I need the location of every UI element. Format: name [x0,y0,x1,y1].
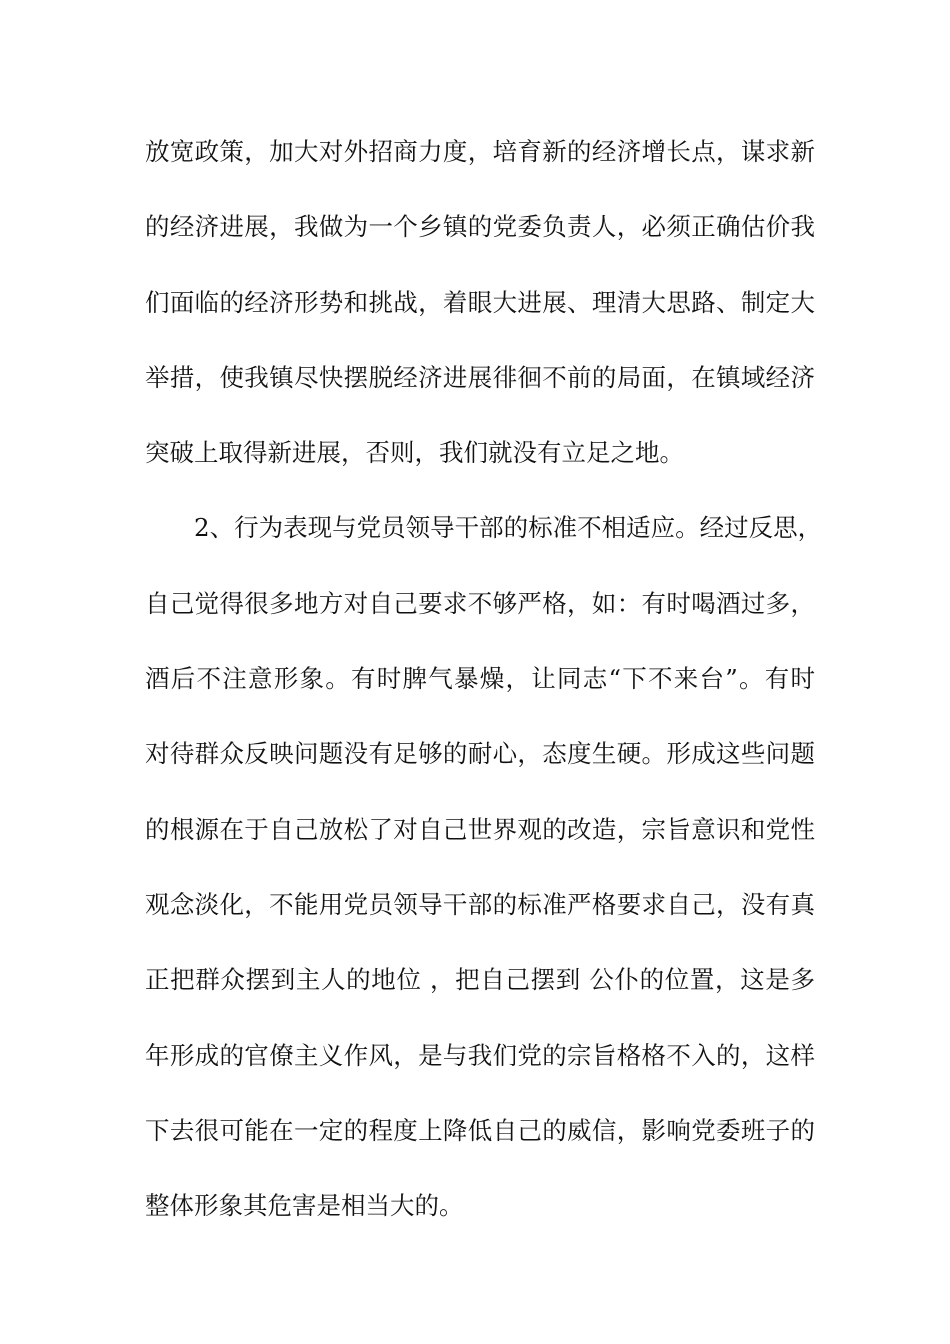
text-line: 正把群众摆到主人的地位 ，把自己摆到 公仆的位置，这是多 [145,965,815,995]
text-line: 下去很可能在一定的程度上降低自己的威信，影响党委班子的 [145,1115,815,1145]
text-line: 对待群众反映问题没有足够的耐心，态度生硬。形成这些问题 [145,739,815,769]
body-text [145,128,823,1257]
text-line: 观念淡化，不能用党员领导干部的标准严格要求自己，没有真 [145,889,815,919]
text-line: 整体形象其危害是相当大的。 [145,1191,464,1221]
text-line: 酒后不注意形象。有时脾气暴燥，让同志“下不来台”。有时 [145,664,815,694]
text-line: 举措，使我镇尽快摆脱经济进展徘徊不前的局面，在镇域经济 [145,362,815,392]
text-line: 自己觉得很多地方对自己要求不够严格，如：有时喝酒过多， [145,588,815,618]
text-line: 的根源在于自己放松了对自己世界观的改造，宗旨意识和党性 [145,814,815,844]
text-line: 年形成的官僚主义作风，是与我们党的宗旨格格不入的，这样 [145,1040,815,1070]
text-line: 们面临的经济形势和挑战，着眼大进展、理清大思路、制定大 [145,287,815,317]
text-line: 突破上取得新进展，否则，我们就没有立足之地。 [145,438,684,468]
paragraph-start-line: 2、行为表现与党员领导干部的标准不相适应。经过反思， [194,513,823,543]
text-line: 的经济进展，我做为一个乡镇的党委负责人，必须正确估价我 [145,212,815,242]
text-line: 放宽政策，加大对外招商力度，培育新的经济增长点，谋求新 [145,137,815,166]
